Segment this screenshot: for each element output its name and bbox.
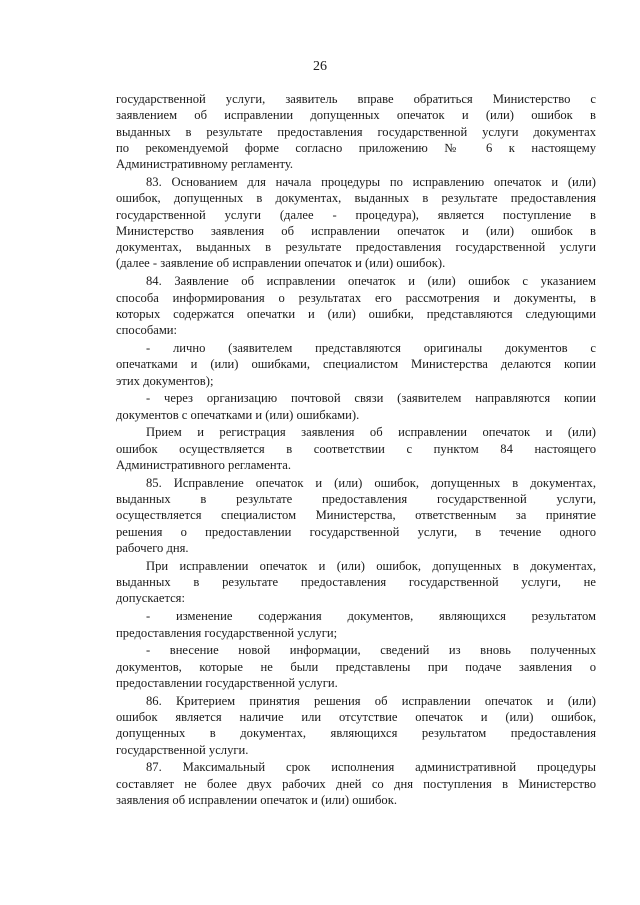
text-line: выданных в результате предоставления государственной услуги, (116, 492, 596, 507)
text-line: этих документов); (116, 373, 214, 388)
text-line: Административного регламента. (116, 458, 292, 473)
paragraph (116, 693, 596, 758)
text-line: допущенных в документах, являющихся результатом предоставления (116, 726, 596, 741)
text-line: ошибок является наличие или отсутствие опечаток и (или) ошибок, (116, 709, 596, 724)
text-line: рабочего дня. (116, 541, 189, 556)
text-line: государственной услуги, заявитель вправе обратиться Министерство с (116, 92, 596, 106)
text-line: решения о предоставлении государственной услуги, в течение одного (116, 524, 596, 539)
text-line: способа информирования о результатах его рассмотрения и документы, в (116, 290, 596, 305)
text-line: документов, которые не были представлены при подаче заявления о (116, 659, 596, 674)
text-line: выданных в результате предоставления государственной услуги, не (116, 575, 596, 590)
text-line: которых содержатся опечатки и (или) ошибки, представляются следующими (116, 306, 596, 321)
paragraph (116, 475, 596, 556)
text-line: 85. Исправление опечаток и (или) ошибок, допущенных в документах, (146, 475, 596, 490)
paragraph (116, 174, 596, 272)
text-line: опечатками и (или) ошибками, специалистом Министерства делаются копии (116, 357, 596, 372)
paragraph (116, 340, 596, 389)
paragraph (116, 273, 596, 338)
text-line: предоставлении государственной услуги. (116, 675, 338, 690)
text-line: осуществляется специалистом Министерства, ответственным за принятие (116, 508, 596, 523)
text-line: допускается: (116, 591, 185, 606)
text-line: 84. Заявление об исправлении опечаток и (или) ошибок с указанием (146, 274, 596, 289)
text-line: 87. Максимальный срок исполнения административной процедуры (146, 760, 596, 775)
text-line: Административному регламенту. (116, 157, 294, 172)
text-line: Министерство заявления об исправлении опечаток и (или) ошибок в (116, 223, 596, 238)
paragraph (116, 759, 596, 808)
text-line: государственной услуги. (116, 742, 249, 757)
paragraph (116, 558, 596, 607)
text-line: по рекомендуемой форме согласно приложению № 6 к настоящему (116, 140, 596, 155)
paragraph (116, 390, 596, 423)
paragraph (116, 91, 596, 172)
text-line: заявлением об исправлении допущенных опечаток и (или) ошибок в (116, 108, 596, 123)
text-line: - внесение новой информации, сведений из вновь полученных (146, 643, 596, 658)
text-line: (далее - заявление об исправлении опечаток и (или) ошибок). (116, 256, 446, 271)
paragraph (116, 642, 596, 691)
paragraph (116, 608, 596, 641)
text-line: заявления об исправлении опечаток и (или) ошибок. (116, 792, 397, 807)
text-line: выданных в результате предоставления государственной услуги документах (116, 124, 596, 139)
text-line: ошибок осуществляется в соответствии с пунктом 84 настоящего (116, 441, 596, 456)
text-line: предоставления государственной услуги; (116, 625, 338, 640)
text-line: 83. Основанием для начала процедуры по исправлению опечаток и (или) (146, 174, 596, 189)
page-number: 26 (313, 59, 327, 74)
text-line: документах, выданных в результате предоставления государственной услуги (116, 240, 596, 255)
text-line: государственной услуги (далее - процедура), является поступление в (116, 207, 596, 222)
paragraph (116, 424, 596, 473)
text-line: 86. Критерием принятия решения об исправлении опечаток и (или) (146, 693, 596, 708)
text-line: - лично (заявителем представляются оригиналы документов с (146, 340, 596, 355)
text-line: - изменение содержания документов, являющихся результатом (146, 609, 596, 624)
text-line: ошибок, допущенных в документах, выданных в результате предоставления (116, 191, 596, 206)
text-line: документов с опечатками и (или) ошибками). (116, 407, 360, 422)
text-line: способами: (116, 323, 178, 338)
text-line: составляет не более двух рабочих дней со дня поступления в Министерство (116, 776, 596, 791)
text-line: Прием и регистрация заявления об исправлении опечаток и (или) (146, 425, 596, 440)
document-body (116, 91, 596, 810)
text-line: При исправлении опечаток и (или) ошибок, допущенных в документах, (146, 558, 596, 573)
text-line: - через организацию почтовой связи (заявителем направляются копии (146, 391, 596, 406)
